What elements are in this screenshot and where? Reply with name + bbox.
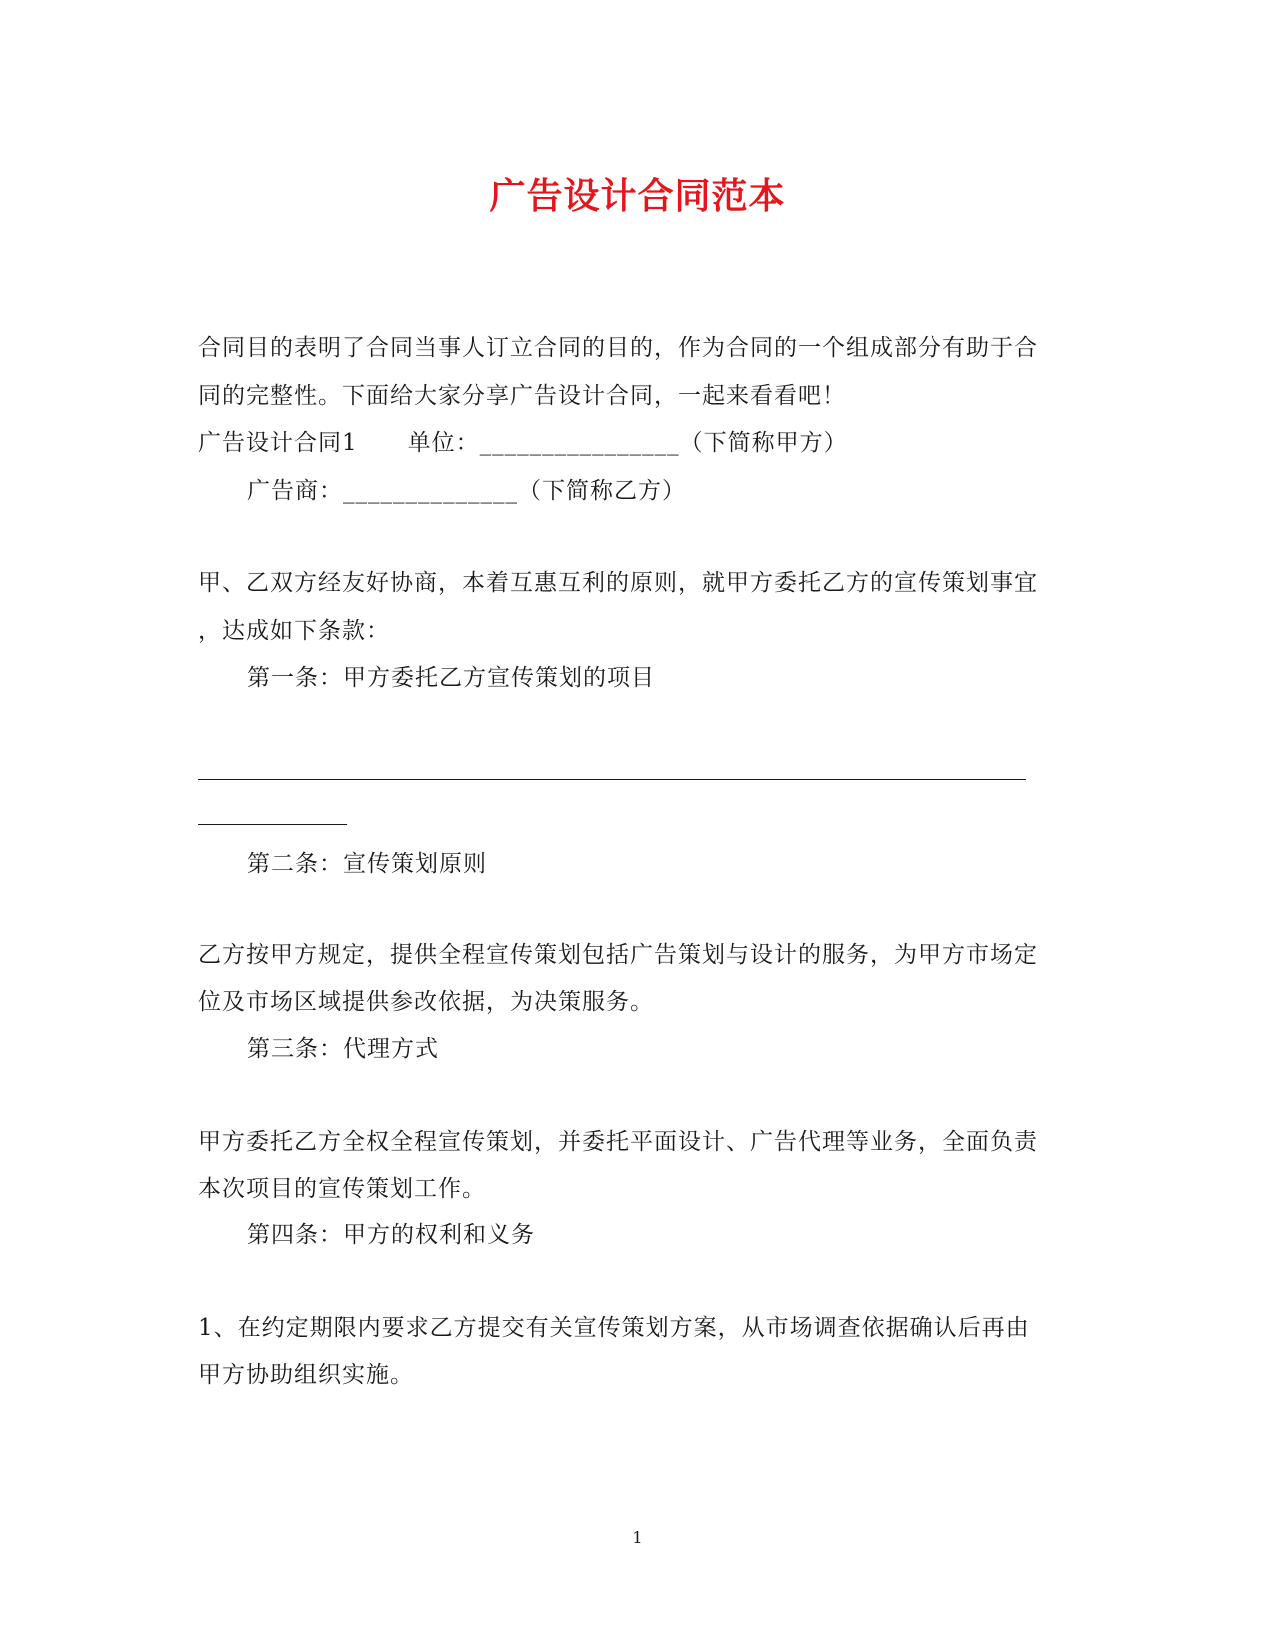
article-3-title: 第三条：代理方式 bbox=[247, 1036, 439, 1062]
blank-fill-line-short bbox=[198, 824, 347, 825]
preamble-line-1: 甲、乙双方经友好协商，本着互惠互利的原则，就甲方委托乙方的宣传策划事宜 bbox=[198, 570, 1038, 596]
intro-line-1: 合同目的表明了合同当事人订立合同的目的，作为合同的一个组成部分有助于合 bbox=[198, 335, 1038, 361]
article-2-line-1: 乙方按甲方规定，提供全程宣传策划包括广告策划与设计的服务，为甲方市场定 bbox=[198, 942, 1038, 968]
contract-name: 广告设计合同1 bbox=[198, 430, 358, 456]
article-1-title: 第一条：甲方委托乙方宣传策划的项目 bbox=[247, 665, 655, 691]
article-4-item-1-line-1: 1、在约定期限内要求乙方提交有关宣传策划方案，从市场调查依据确认后再由 bbox=[198, 1315, 1030, 1341]
intro-line-2: 同的完整性。下面给大家分享广告设计合同，一起来看看吧！ bbox=[198, 383, 846, 409]
article-4-item-1-line-2: 甲方协助组织实施。 bbox=[198, 1362, 414, 1388]
contract-header-line bbox=[198, 427, 848, 459]
article-4-title: 第四条：甲方的权利和义务 bbox=[247, 1222, 535, 1248]
article-3-line-1: 甲方委托乙方全权全程宣传策划，并委托平面设计、广告代理等业务，全面负责 bbox=[198, 1129, 1038, 1155]
article-2-title: 第二条：宣传策划原则 bbox=[247, 851, 487, 877]
document-title: 广告设计合同范本 bbox=[489, 175, 786, 217]
article-3-line-2: 本次项目的宣传策划工作。 bbox=[198, 1176, 486, 1202]
article-2-line-2: 位及市场区域提供参改依据，为决策服务。 bbox=[198, 989, 654, 1015]
page-number: 1 bbox=[632, 1528, 643, 1547]
party-b-advertiser-field: 广告商：______________（下简称乙方） bbox=[247, 478, 686, 504]
preamble-line-2: ，达成如下条款： bbox=[198, 618, 390, 644]
party-a-unit-field: 单位：________________（下简称甲方） bbox=[407, 430, 848, 456]
blank-fill-line-long bbox=[198, 779, 1026, 780]
